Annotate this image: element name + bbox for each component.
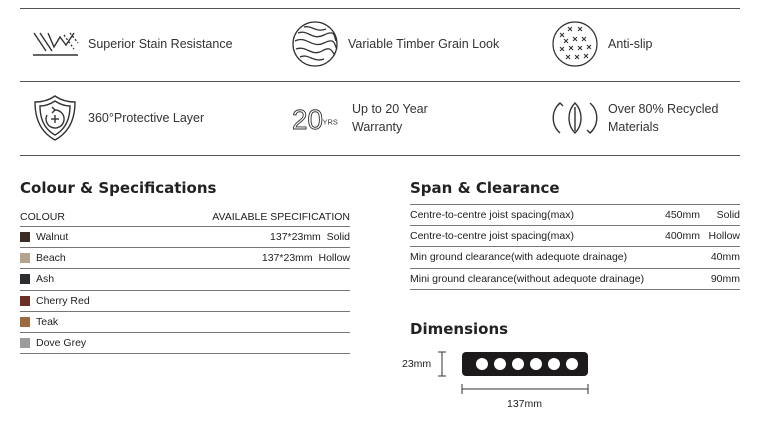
feature-stain-resistance (30, 19, 233, 69)
feature-label: Superior Stain Resistance (88, 37, 233, 51)
colour-specs-title: Colour & Specifications (20, 179, 217, 197)
colour-swatch (20, 253, 30, 263)
colour-spec: 137*23mm Hollow (261, 252, 350, 265)
span-value: 40mm (710, 251, 740, 264)
colour-swatch (20, 317, 30, 327)
span-row (410, 205, 740, 226)
colour-swatch (20, 274, 30, 284)
colour-spec: 137*23mm Solid (270, 231, 350, 244)
span-table (410, 205, 740, 290)
feature-label-line1: Over 80% Recycled (608, 102, 719, 116)
span-value: 450mm (664, 209, 700, 222)
width-bracket (462, 384, 588, 394)
feature-warranty (290, 93, 428, 143)
colour-row-beach (20, 248, 350, 269)
colour-name: Walnut (36, 231, 69, 244)
span-clearance-title: Span & Clearance (410, 179, 560, 197)
feature-label (608, 100, 718, 136)
colour-spec-table (20, 207, 350, 354)
stain-resistance-icon (30, 19, 80, 69)
colour-name: Cherry Red (36, 294, 90, 307)
span-label: Centre-to-centre joist spacing(max) (410, 230, 574, 243)
colour-swatch (20, 232, 30, 242)
feature-timber-grain (290, 19, 499, 69)
feature-protective-layer (30, 93, 204, 143)
feature-label-line2: Materials (608, 120, 659, 134)
colour-name: Dove Grey (36, 337, 87, 350)
colour-name: Ash (36, 273, 55, 286)
features-bottom-divider (20, 155, 740, 156)
feature-anti-slip (550, 19, 652, 69)
span-value: 90mm (710, 272, 740, 285)
colour-name: Teak (36, 315, 59, 328)
dimension-width-label: 137mm (507, 398, 543, 410)
span-row (410, 247, 740, 268)
feature-label (352, 100, 428, 136)
feature-label: Variable Timber Grain Look (348, 37, 500, 51)
colour-swatch (20, 296, 30, 306)
span-row (410, 269, 740, 290)
colour-row-cherry-red (20, 291, 350, 312)
span-type: Hollow (708, 230, 740, 243)
span-type: Solid (716, 209, 740, 222)
protective-layer-icon (30, 93, 80, 143)
dimension-height-label: 23mm (402, 358, 432, 370)
warranty-badge-unit: YRS (322, 117, 338, 127)
colour-swatch (20, 338, 30, 348)
warranty-badge-number: 20 (292, 104, 323, 136)
height-bracket (438, 352, 446, 376)
top-divider (20, 8, 740, 9)
col-colour-header: COLOUR (20, 210, 65, 223)
feature-label: Anti-slip (608, 37, 653, 51)
span-label: Centre-to-centre joist spacing(max) (410, 209, 574, 222)
timber-grain-icon (290, 19, 340, 69)
colour-row-dove-grey (20, 333, 350, 354)
feature-label-line2: Warranty (352, 120, 403, 134)
dimensions-title: Dimensions (410, 320, 509, 338)
span-value: 400mm (664, 230, 700, 243)
feature-label-line1: Up to 20 Year (352, 102, 428, 116)
span-label: Min ground clearance(with adequote drainage) (410, 251, 628, 264)
span-label: Mini ground clearance(without adequote drainage) (410, 272, 645, 285)
feature-label: 360°Protective Layer (88, 111, 205, 125)
colour-spec-header-row (20, 207, 350, 227)
mid-divider (20, 81, 740, 82)
warranty-20-years-icon (290, 93, 344, 143)
col-spec-header: AVAILABLE SPECIFICATION (212, 210, 350, 223)
colour-row-walnut (20, 227, 350, 248)
anti-slip-icon (550, 19, 600, 69)
colour-row-teak (20, 312, 350, 333)
colour-row-ash (20, 269, 350, 290)
span-row (410, 226, 740, 247)
colour-name: Beach (36, 252, 66, 265)
feature-recycled (550, 93, 718, 143)
recycled-materials-icon (550, 93, 600, 143)
